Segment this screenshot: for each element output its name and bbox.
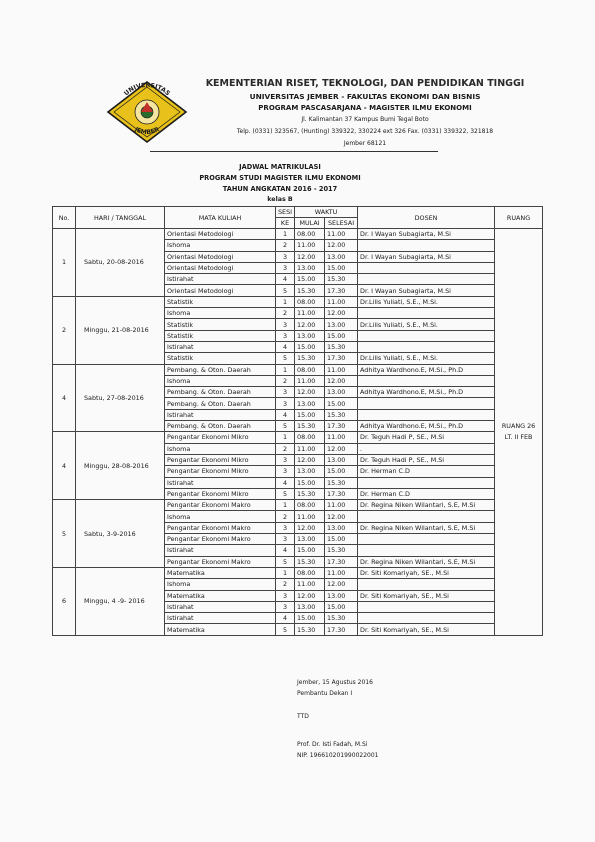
course-cell: Orientasi Metodologi [165, 262, 276, 273]
schedule-title: JADWAL MATRIKULASI [239, 163, 321, 171]
lecturer-cell [358, 579, 495, 590]
session-cell: 4 [276, 409, 295, 420]
course-cell: Istirahat [165, 545, 276, 556]
start-time-cell: 12.00 [295, 319, 325, 330]
end-time-cell: 15.00 [325, 262, 358, 273]
col-header-no: No. [53, 207, 76, 229]
course-cell: Pembang. & Oton. Daerah [165, 421, 276, 432]
course-cell: Pembang. & Oton. Daerah [165, 398, 276, 409]
signature-ttd: TTD [297, 713, 309, 720]
lecturer-cell [358, 398, 495, 409]
year-title: TAHUN ANGKATAN 2016 - 2017 [222, 185, 338, 193]
course-cell: Pengantar Ekonomi Makro [165, 534, 276, 545]
session-cell: 4 [276, 341, 295, 352]
start-time-cell: 15.00 [295, 613, 325, 624]
lecturer-cell: Dr. I Wayan Subagiarta, M.Si [358, 251, 495, 262]
lecturer-cell [358, 613, 495, 624]
course-cell: Matematika [165, 624, 276, 635]
session-cell: 1 [276, 432, 295, 443]
session-cell: 5 [276, 421, 295, 432]
course-cell: Istirahat [165, 341, 276, 352]
end-time-cell: 12.00 [325, 375, 358, 386]
address: Jl. Kalimantan 37 Kampus Bumi Tegal Boto [301, 116, 429, 123]
day-date: Minggu, 21-08-2016 [76, 296, 165, 364]
session-cell: 1 [276, 364, 295, 375]
session-cell: 2 [276, 511, 295, 522]
start-time-cell: 12.00 [295, 590, 325, 601]
lecturer-cell [358, 341, 495, 352]
lecturer-cell: Dr. Siti Komariyah, SE., M.Si [358, 567, 495, 578]
session-cell: 2 [276, 579, 295, 590]
session-cell: 3 [276, 466, 295, 477]
table-row [53, 500, 543, 511]
start-time-cell: 11.00 [295, 579, 325, 590]
end-time-cell: 15.00 [325, 466, 358, 477]
table-body [53, 229, 543, 636]
end-time-cell: 12.00 [325, 443, 358, 454]
col-header-session-ke: KE [276, 218, 295, 229]
session-cell: 3 [276, 387, 295, 398]
lecturer-cell: Adhitya Wardhono.E, M.Si., Ph.D [358, 364, 495, 375]
day-number: 2 [53, 296, 76, 364]
start-time-cell: 12.00 [295, 387, 325, 398]
course-cell: Ishoma [165, 443, 276, 454]
col-header-time: WAKTU [295, 207, 358, 218]
day-date: Minggu, 4 -9- 2016 [76, 567, 165, 635]
start-time-cell: 13.00 [295, 262, 325, 273]
end-time-cell: 11.00 [325, 296, 358, 307]
signature-name: Prof. Dr. Isti Fadah, M.Si [297, 741, 368, 748]
signature-nip: NIP. 196610201990022001 [297, 752, 379, 759]
end-time-cell: 11.00 [325, 229, 358, 240]
lecturer-cell: Adhitya Wardhono.E, M.Si., Ph.D [358, 421, 495, 432]
start-time-cell: 11.00 [295, 240, 325, 251]
table-row [53, 229, 543, 240]
start-time-cell: 15.00 [295, 409, 325, 420]
start-time-cell: 15.00 [295, 341, 325, 352]
session-cell: 4 [276, 274, 295, 285]
end-time-cell: 15.30 [325, 274, 358, 285]
lecturer-cell: Dr.Lilis Yuliati, S.E., M.Si. [358, 353, 495, 364]
end-time-cell: 13.00 [325, 522, 358, 533]
lecturer-cell: Adhitya Wardhono.E, M.Si., Ph.D [358, 387, 495, 398]
lecturer-cell: Dr. Herman C.D [358, 488, 495, 499]
session-cell: 5 [276, 624, 295, 635]
session-cell: 3 [276, 398, 295, 409]
end-time-cell: 15.30 [325, 341, 358, 352]
day-number: 6 [53, 567, 76, 635]
course-cell: Statistik [165, 319, 276, 330]
lecturer-cell [358, 601, 495, 612]
session-cell: 2 [276, 240, 295, 251]
start-time-cell: 13.00 [295, 601, 325, 612]
course-cell: Pengantar Ekonomi Mikro [165, 432, 276, 443]
lecturer-cell: Dr. I Wayan Subagiarta, M.Si [358, 229, 495, 240]
university-logo [106, 80, 188, 144]
phone-fax: Telp. (0331) 323567, (Hunting) 339322, 330224 ext 326 Fax. (0331) 339322, 321818 [236, 128, 494, 135]
session-cell: 3 [276, 330, 295, 341]
start-time-cell: 12.00 [295, 251, 325, 262]
start-time-cell: 15.30 [295, 624, 325, 635]
start-time-cell: 12.00 [295, 522, 325, 533]
start-time-cell: 08.00 [295, 364, 325, 375]
session-cell: 4 [276, 545, 295, 556]
start-time-cell: 15.00 [295, 274, 325, 285]
room-cell: RUANG 26 LT. II FEB [495, 229, 543, 636]
session-cell: 3 [276, 251, 295, 262]
col-header-session: SESI [276, 207, 295, 218]
lecturer-cell: . [358, 443, 495, 454]
end-time-cell: 15.00 [325, 534, 358, 545]
end-time-cell: 17.30 [325, 488, 358, 499]
session-cell: 2 [276, 308, 295, 319]
session-cell: 3 [276, 534, 295, 545]
end-time-cell: 17.30 [325, 556, 358, 567]
table-header [53, 207, 543, 229]
start-time-cell: 15.30 [295, 421, 325, 432]
lecturer-cell [358, 511, 495, 522]
col-header-day: HARI / TANGGAL [76, 207, 165, 229]
end-time-cell: 13.00 [325, 590, 358, 601]
start-time-cell: 15.00 [295, 477, 325, 488]
schedule-table [52, 206, 543, 636]
header-divider [150, 151, 438, 152]
day-date: Sabtu, 20-08-2016 [76, 229, 165, 297]
start-time-cell: 08.00 [295, 567, 325, 578]
logo-text-bottom: JEMBER [133, 126, 161, 137]
day-number: 4 [53, 432, 76, 500]
session-cell: 5 [276, 285, 295, 296]
end-time-cell: 15.00 [325, 398, 358, 409]
lecturer-cell: Dr. Regina Niken Wilantari, S.E, M.Si [358, 522, 495, 533]
lecturer-cell: Dr. I Wayan Subagiarta, M.Si [358, 285, 495, 296]
end-time-cell: 11.00 [325, 567, 358, 578]
logo-text-top: UNIVERSITAS [122, 81, 172, 98]
day-number: 4 [53, 364, 76, 432]
end-time-cell: 11.00 [325, 364, 358, 375]
course-cell: Orientasi Metodologi [165, 251, 276, 262]
start-time-cell: 11.00 [295, 375, 325, 386]
start-time-cell: 15.30 [295, 285, 325, 296]
course-cell: Matematika [165, 567, 276, 578]
course-cell: Istirahat [165, 613, 276, 624]
lecturer-cell [358, 545, 495, 556]
session-cell: 4 [276, 477, 295, 488]
end-time-cell: 12.00 [325, 579, 358, 590]
session-cell: 5 [276, 556, 295, 567]
end-time-cell: 12.00 [325, 511, 358, 522]
course-cell: Ishoma [165, 511, 276, 522]
lecturer-cell [358, 330, 495, 341]
start-time-cell: 11.00 [295, 308, 325, 319]
class-label: kelas B [267, 196, 293, 203]
session-cell: 1 [276, 296, 295, 307]
signature-place-date: Jember, 15 Agustus 2016 [297, 679, 373, 686]
session-cell: 1 [276, 567, 295, 578]
table-row [53, 296, 543, 307]
course-cell: Statistik [165, 353, 276, 364]
course-cell: Orientasi Metodologi [165, 285, 276, 296]
course-cell: Istirahat [165, 409, 276, 420]
end-time-cell: 13.00 [325, 387, 358, 398]
end-time-cell: 12.00 [325, 240, 358, 251]
session-cell: 2 [276, 375, 295, 386]
course-cell: Matematika [165, 590, 276, 601]
lecturer-cell [358, 375, 495, 386]
course-cell: Pembang. & Oton. Daerah [165, 364, 276, 375]
start-time-cell: 11.00 [295, 511, 325, 522]
course-cell: Pengantar Ekonomi Mikro [165, 466, 276, 477]
course-cell: Pengantar Ekonomi Makro [165, 500, 276, 511]
lecturer-cell: Dr. Herman C.D [358, 466, 495, 477]
end-time-cell: 17.30 [325, 624, 358, 635]
course-cell: Istirahat [165, 601, 276, 612]
day-number: 5 [53, 500, 76, 568]
course-cell: Ishoma [165, 375, 276, 386]
session-cell: 4 [276, 613, 295, 624]
program-title: PROGRAM STUDI MAGISTER ILMU EKONOMI [199, 174, 361, 182]
end-time-cell: 15.00 [325, 601, 358, 612]
course-cell: Pembang. & Oton. Daerah [165, 387, 276, 398]
start-time-cell: 08.00 [295, 500, 325, 511]
end-time-cell: 15.30 [325, 477, 358, 488]
table-row [53, 567, 543, 578]
course-cell: Istirahat [165, 477, 276, 488]
end-time-cell: 13.00 [325, 251, 358, 262]
start-time-cell: 13.00 [295, 398, 325, 409]
end-time-cell: 15.30 [325, 409, 358, 420]
day-date: Minggu, 28-08-2016 [76, 432, 165, 500]
session-cell: 3 [276, 262, 295, 273]
lecturer-cell [358, 409, 495, 420]
session-cell: 3 [276, 590, 295, 601]
lecturer-cell [358, 274, 495, 285]
end-time-cell: 15.30 [325, 545, 358, 556]
course-cell: Ishoma [165, 308, 276, 319]
start-time-cell: 15.30 [295, 488, 325, 499]
end-time-cell: 12.00 [325, 308, 358, 319]
signature-role: Pembantu Dekan I [297, 690, 353, 697]
start-time-cell: 15.30 [295, 556, 325, 567]
session-cell: 3 [276, 522, 295, 533]
start-time-cell: 13.00 [295, 534, 325, 545]
lecturer-cell [358, 240, 495, 251]
col-header-room: RUANG [495, 207, 543, 229]
day-date: Sabtu, 3-9-2016 [76, 500, 165, 568]
program-name: PROGRAM PASCASARJANA - MAGISTER ILMU EKONOMI [258, 104, 472, 112]
start-time-cell: 08.00 [295, 432, 325, 443]
col-header-lecturer: DOSEN [358, 207, 495, 229]
table-row [53, 364, 543, 375]
course-cell: Statistik [165, 330, 276, 341]
col-header-start: MULAI [295, 218, 325, 229]
col-header-end: SELESAI [325, 218, 358, 229]
day-date: Sabtu, 27-08-2016 [76, 364, 165, 432]
day-number: 1 [53, 229, 76, 297]
course-cell: Ishoma [165, 579, 276, 590]
session-cell: 5 [276, 488, 295, 499]
lecturer-cell: Dr. Teguh Hadi P, SE., M.Si [358, 454, 495, 465]
university-name: UNIVERSITAS JEMBER - FAKULTAS EKONOMI DAN BISNIS [249, 92, 481, 101]
start-time-cell: 13.00 [295, 330, 325, 341]
table-row [53, 432, 543, 443]
session-cell: 2 [276, 443, 295, 454]
start-time-cell: 15.00 [295, 545, 325, 556]
session-cell: 5 [276, 353, 295, 364]
course-cell: Istirahat [165, 274, 276, 285]
course-cell: Pengantar Ekonomi Makro [165, 556, 276, 567]
ministry-name: KEMENTERIAN RISET, TEKNOLOGI, DAN PENDIDIKAN TINGGI [205, 78, 525, 89]
end-time-cell: 17.30 [325, 421, 358, 432]
end-time-cell: 15.30 [325, 613, 358, 624]
end-time-cell: 15.00 [325, 330, 358, 341]
lecturer-cell: Dr.Lilis Yuliati, S.E., M.Si. [358, 319, 495, 330]
lecturer-cell [358, 534, 495, 545]
end-time-cell: 13.00 [325, 454, 358, 465]
session-cell: 1 [276, 500, 295, 511]
lecturer-cell: Dr. Siti Komariyah, SE., M.Si [358, 624, 495, 635]
lecturer-cell: Dr. Teguh Hadi P, SE., M.Si [358, 432, 495, 443]
course-cell: Pengantar Ekonomi Makro [165, 522, 276, 533]
lecturer-cell [358, 308, 495, 319]
course-cell: Pengantar Ekonomi Mikro [165, 488, 276, 499]
course-cell: Statistik [165, 296, 276, 307]
start-time-cell: 12.00 [295, 454, 325, 465]
session-cell: 3 [276, 319, 295, 330]
start-time-cell: 15.30 [295, 353, 325, 364]
course-cell: Pengantar Ekonomi Mikro [165, 454, 276, 465]
start-time-cell: 13.00 [295, 466, 325, 477]
end-time-cell: 11.00 [325, 500, 358, 511]
city-postcode: Jember 68121 [343, 140, 387, 147]
course-cell: Ishoma [165, 240, 276, 251]
session-cell: 3 [276, 454, 295, 465]
session-cell: 1 [276, 229, 295, 240]
end-time-cell: 13.00 [325, 319, 358, 330]
lecturer-cell [358, 262, 495, 273]
end-time-cell: 11.00 [325, 432, 358, 443]
start-time-cell: 08.00 [295, 296, 325, 307]
lecturer-cell [358, 477, 495, 488]
start-time-cell: 11.00 [295, 443, 325, 454]
col-header-course: MATA KULIAH [165, 207, 276, 229]
course-cell: Orientasi Metodologi [165, 229, 276, 240]
session-cell: 3 [276, 601, 295, 612]
end-time-cell: 17.30 [325, 285, 358, 296]
lecturer-cell: Dr. Siti Komariyah, SE., M.Si [358, 590, 495, 601]
lecturer-cell: Dr. Regina Niken Wilantari, S.E, M.Si [358, 556, 495, 567]
lecturer-cell: Dr.Lilis Yuliati, S.E., M.Si. [358, 296, 495, 307]
lecturer-cell: Dr. Regina Niken Wilantari, S.E, M.Si [358, 500, 495, 511]
start-time-cell: 08.00 [295, 229, 325, 240]
end-time-cell: 17.30 [325, 353, 358, 364]
